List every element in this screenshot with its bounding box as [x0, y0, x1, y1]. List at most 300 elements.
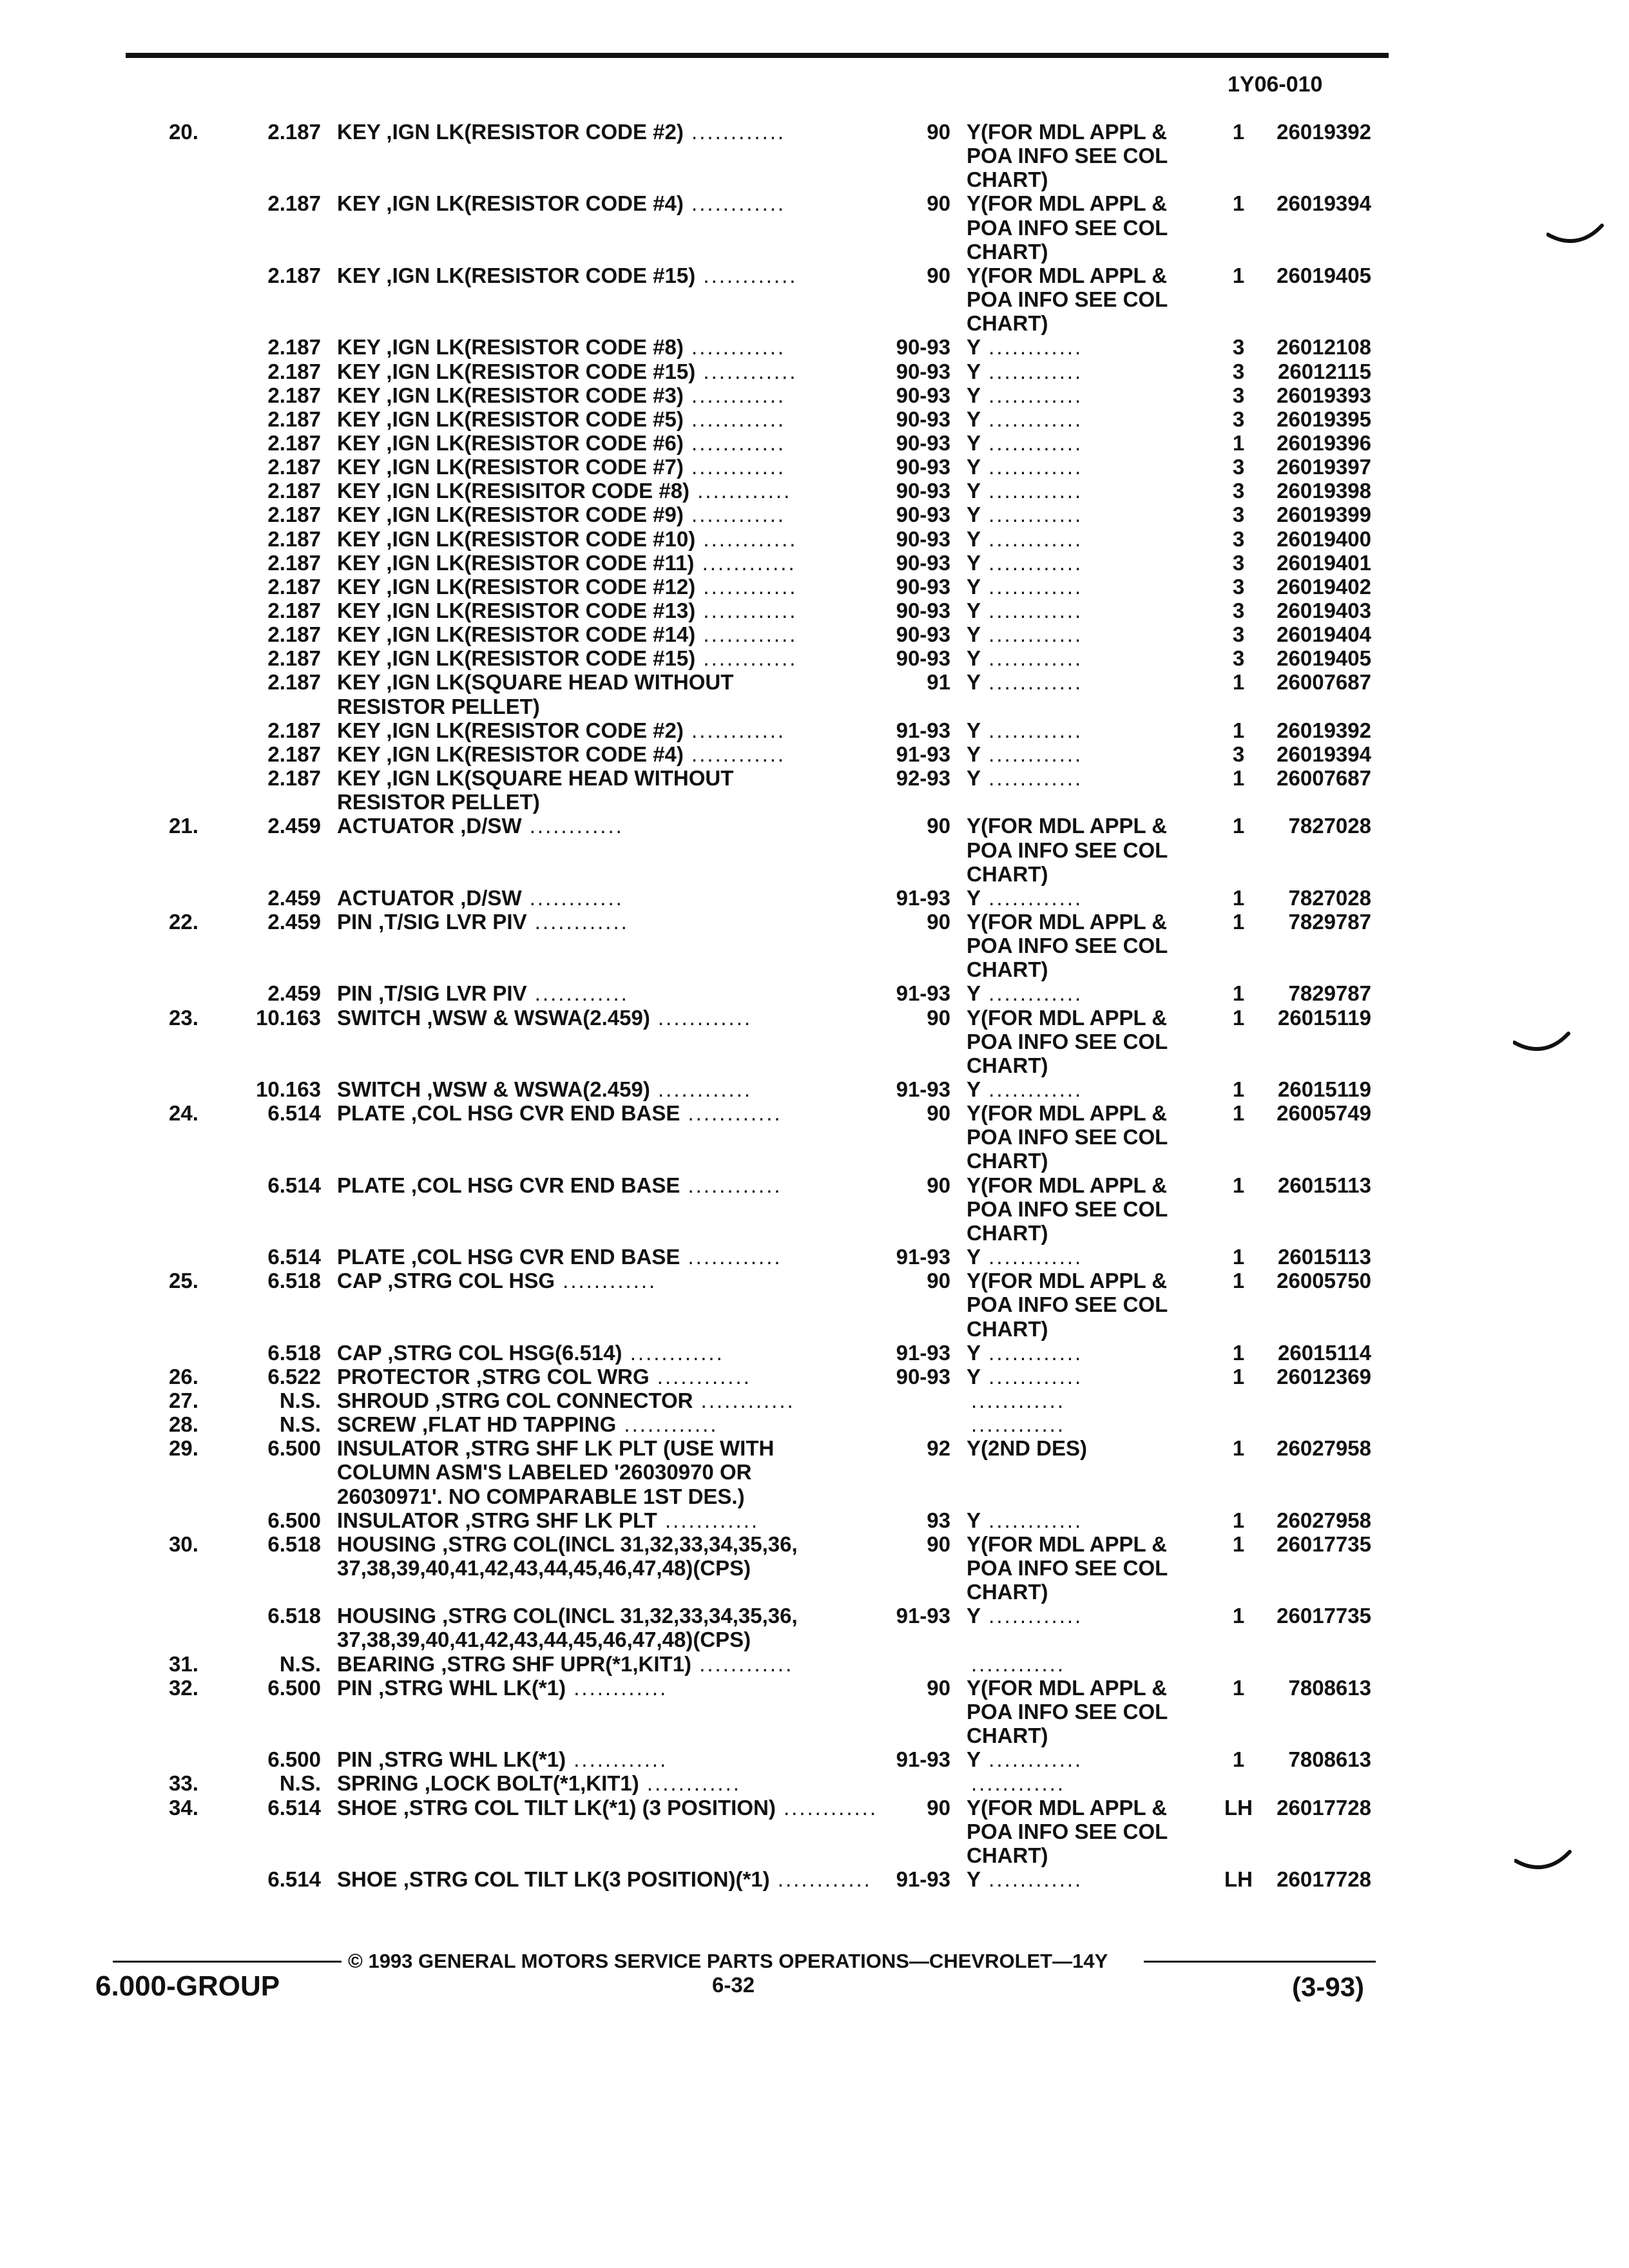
quantity: 1 — [1232, 1269, 1245, 1293]
dot-leader: ............ — [981, 383, 1083, 407]
note-text: Y — [967, 1867, 981, 1891]
quantity: 3 — [1232, 503, 1245, 526]
description-text: PIN ,T/SIG LVR PIV — [337, 910, 527, 934]
part-number: 7808613 — [1288, 1747, 1371, 1771]
table-row — [0, 766, 1629, 791]
description-text: ACTUATOR ,D/SW — [337, 886, 522, 910]
model-years: 91 — [927, 670, 950, 694]
model-years: 91-93 — [896, 886, 950, 910]
table-row — [0, 1628, 1629, 1652]
description-text: KEY ,IGN LK(SQUARE HEAD WITHOUT — [337, 766, 734, 790]
group-number: 2.187 — [267, 766, 321, 790]
part-number: 26019399 — [1277, 503, 1371, 526]
description-text: KEY ,IGN LK(RESISTOR CODE #15) — [337, 360, 696, 383]
note-text: Y(FOR MDL APPL & — [967, 264, 1168, 287]
usage-note — [967, 766, 1083, 791]
page-code: 1Y06-010 — [1228, 72, 1323, 97]
group-number: 2.187 — [267, 718, 321, 742]
table-row — [0, 383, 1629, 408]
quantity: 3 — [1232, 551, 1245, 575]
description-text: CAP ,STRG COL HSG — [337, 1269, 555, 1293]
description-text: HOUSING ,STRG COL(INCL 31,32,33,34,35,36, — [337, 1604, 798, 1628]
model-years: 91-93 — [896, 1867, 950, 1891]
table-row — [0, 1843, 1629, 1868]
model-years: 90 — [927, 1532, 950, 1556]
description-text: PLATE ,COL HSG CVR END BASE — [337, 1245, 680, 1269]
quantity: 1 — [1232, 1173, 1245, 1197]
table-row — [0, 264, 1629, 288]
usage-note — [967, 191, 1167, 216]
model-years: 90 — [927, 191, 950, 215]
dot-leader: ............ — [981, 599, 1083, 622]
note-text: POA INFO SEE COL — [967, 144, 1168, 168]
group-number: 6.514 — [267, 1101, 321, 1125]
quantity: 1 — [1232, 431, 1245, 455]
note-text: Y(FOR MDL APPL & — [967, 120, 1168, 144]
description-text: COLUMN ASM'S LABELED '26030970 OR — [337, 1460, 752, 1484]
usage-note — [967, 1676, 1167, 1700]
dot-leader: ............ — [981, 1341, 1083, 1365]
table-row — [0, 1269, 1629, 1293]
part-description — [337, 814, 624, 838]
table-row — [0, 144, 1629, 168]
table-row — [0, 1747, 1629, 1772]
model-years: 90-93 — [896, 622, 950, 646]
part-description — [337, 1436, 774, 1461]
dot-leader: ............ — [981, 1867, 1083, 1891]
description-text: SWITCH ,WSW & WSWA(2.459) — [337, 1006, 650, 1030]
model-years: 90-93 — [896, 646, 950, 670]
part-number: 26019393 — [1277, 383, 1371, 407]
table-row — [0, 1389, 1629, 1413]
description-text: RESISTOR PELLET) — [337, 695, 540, 718]
dot-leader: ............ — [981, 551, 1083, 575]
dot-leader: ............ — [683, 191, 786, 215]
part-number: 26012115 — [1277, 360, 1371, 383]
model-years: 90-93 — [896, 527, 950, 551]
note-text: CHART) — [967, 862, 1048, 886]
dot-leader: ............ — [683, 335, 786, 359]
table-row — [0, 407, 1629, 432]
table-row — [0, 1771, 1629, 1796]
dot-leader: ............ — [657, 1508, 760, 1532]
quantity: 1 — [1232, 1532, 1245, 1556]
usage-note — [967, 551, 1083, 575]
description-text: KEY ,IGN LK(RESISTOR CODE #8) — [337, 335, 684, 359]
description-text: 26030971'. NO COMPARABLE 1ST DES.) — [337, 1485, 745, 1508]
group-number: 6.514 — [267, 1173, 321, 1197]
quantity: 1 — [1232, 191, 1245, 215]
dot-leader: ............ — [650, 1006, 753, 1030]
note-text: CHART) — [967, 1221, 1048, 1245]
part-description — [337, 981, 629, 1006]
part-number: 26015119 — [1277, 1077, 1371, 1101]
table-row — [0, 622, 1629, 647]
item-number: 25. — [169, 1269, 198, 1293]
quantity: LH — [1224, 1867, 1253, 1891]
quantity: 1 — [1232, 1077, 1245, 1101]
table-row — [0, 1101, 1629, 1126]
table-row — [0, 814, 1629, 838]
usage-note — [967, 1436, 1087, 1461]
table-row — [0, 957, 1629, 982]
table-row — [0, 360, 1629, 384]
table-row — [0, 527, 1629, 552]
part-description — [337, 646, 797, 671]
description-text: SHROUD ,STRG COL CONNECTOR — [337, 1389, 693, 1412]
description-text: KEY ,IGN LK(RESISTOR CODE #7) — [337, 455, 684, 479]
note-text: POA INFO SEE COL — [967, 1556, 1168, 1580]
quantity: 1 — [1232, 1365, 1245, 1389]
note-text: Y — [967, 599, 981, 622]
group-number: 6.518 — [267, 1341, 321, 1365]
dot-leader: ............ — [775, 1796, 878, 1820]
dot-leader: ............ — [526, 981, 629, 1005]
table-row — [0, 1197, 1629, 1222]
group-number: 6.518 — [267, 1269, 321, 1293]
note-text: CHART) — [967, 1580, 1048, 1604]
note-text: POA INFO SEE COL — [967, 1700, 1168, 1724]
model-years: 91-93 — [896, 1245, 950, 1269]
usage-note — [967, 718, 1083, 743]
part-description — [337, 599, 797, 623]
item-number: 26. — [169, 1365, 198, 1389]
quantity: 1 — [1232, 766, 1245, 790]
usage-note — [967, 1197, 1168, 1222]
description-text: KEY ,IGN LK(RESISTOR CODE #15) — [337, 264, 696, 287]
dot-leader: ............ — [566, 1747, 668, 1771]
part-description — [337, 120, 786, 144]
table-row — [0, 670, 1629, 695]
table-row — [0, 1724, 1629, 1748]
usage-note — [967, 670, 1083, 695]
note-text: Y — [967, 335, 981, 359]
description-text: KEY ,IGN LK(RESISTOR CODE #5) — [337, 407, 684, 431]
dot-leader: ............ — [683, 503, 786, 526]
item-number: 22. — [169, 910, 198, 934]
part-number: 26019405 — [1277, 646, 1371, 670]
note-text: POA INFO SEE COL — [967, 1293, 1168, 1316]
usage-note — [967, 814, 1167, 838]
table-row — [0, 742, 1629, 767]
description-text: KEY ,IGN LK(RESISTOR CODE #4) — [337, 742, 684, 766]
table-row — [0, 790, 1629, 814]
table-row — [0, 1676, 1629, 1700]
usage-note — [967, 1053, 1048, 1078]
part-description — [337, 742, 786, 767]
note-text: Y — [967, 1365, 981, 1389]
footer-rule-left — [113, 1961, 342, 1963]
dot-leader: ............ — [981, 503, 1083, 526]
note-text: POA INFO SEE COL — [967, 216, 1168, 240]
table-row — [0, 1508, 1629, 1533]
note-text: Y(FOR MDL APPL & — [967, 1676, 1168, 1700]
model-years: 91-93 — [896, 1604, 950, 1628]
dot-leader: ............ — [971, 1652, 1066, 1676]
dot-leader: ............ — [680, 1173, 782, 1197]
part-number: 26019392 — [1277, 120, 1371, 144]
part-description — [337, 551, 796, 575]
usage-note — [967, 1101, 1167, 1126]
quantity: 3 — [1232, 599, 1245, 622]
group-number: 2.459 — [267, 886, 321, 910]
part-number: 7827028 — [1288, 886, 1371, 910]
table-row — [0, 1173, 1629, 1198]
note-text: POA INFO SEE COL — [967, 1820, 1168, 1843]
part-description — [337, 695, 540, 719]
part-description — [337, 1101, 782, 1126]
group-number: 2.459 — [267, 910, 321, 934]
part-description — [337, 479, 791, 503]
table-row — [0, 1006, 1629, 1030]
usage-note — [967, 479, 1083, 503]
note-text: POA INFO SEE COL — [967, 1125, 1168, 1149]
part-description — [337, 1365, 751, 1389]
model-years: 90-93 — [896, 431, 950, 455]
usage-note — [967, 1820, 1168, 1844]
quantity: 1 — [1232, 1245, 1245, 1269]
part-number: 26019401 — [1277, 551, 1371, 575]
usage-note — [967, 1532, 1167, 1557]
part-number: 26017728 — [1277, 1867, 1371, 1891]
note-text: Y — [967, 360, 981, 383]
part-number: 26017735 — [1277, 1532, 1371, 1556]
part-description — [337, 1532, 798, 1557]
part-number: 26015113 — [1277, 1245, 1371, 1269]
usage-note — [967, 957, 1048, 982]
quantity: 3 — [1232, 479, 1245, 503]
dot-leader: ............ — [695, 646, 798, 670]
note-text: CHART) — [967, 168, 1048, 191]
usage-note — [967, 503, 1083, 527]
note-text: Y — [967, 646, 981, 670]
dot-leader: ............ — [689, 479, 792, 503]
usage-note — [967, 838, 1168, 863]
table-row — [0, 1341, 1629, 1365]
description-text: KEY ,IGN LK(RESISTOR CODE #2) — [337, 120, 684, 144]
part-description — [337, 1652, 793, 1677]
part-number: 26015119 — [1277, 1006, 1371, 1030]
note-text: CHART) — [967, 1317, 1048, 1341]
dot-leader: ............ — [971, 1771, 1066, 1795]
note-text: CHART) — [967, 1843, 1048, 1867]
part-description — [337, 503, 786, 527]
part-number: 7808613 — [1288, 1676, 1371, 1700]
quantity: 1 — [1232, 120, 1245, 144]
dot-leader: ............ — [695, 575, 798, 599]
table-row — [0, 1053, 1629, 1078]
usage-note — [967, 886, 1083, 910]
part-description — [337, 1460, 751, 1485]
usage-note — [967, 1508, 1083, 1533]
note-text: Y — [967, 383, 981, 407]
quantity: 1 — [1232, 1747, 1245, 1771]
group-number: 2.459 — [267, 814, 321, 838]
part-number: 26019403 — [1277, 599, 1371, 622]
part-number: 26015114 — [1277, 1341, 1371, 1365]
description-text: INSULATOR ,STRG SHF LK PLT (USE WITH — [337, 1436, 775, 1460]
model-years: 90 — [927, 1006, 950, 1030]
note-text: Y — [967, 670, 981, 694]
part-number: 26007687 — [1277, 766, 1371, 790]
part-description — [337, 1628, 751, 1652]
quantity: 1 — [1232, 814, 1245, 838]
dot-leader: ............ — [981, 622, 1083, 646]
part-description — [337, 191, 786, 216]
item-number: 29. — [169, 1436, 198, 1460]
model-years: 92 — [927, 1436, 950, 1460]
quantity: 3 — [1232, 575, 1245, 599]
part-number: 26005749 — [1277, 1101, 1371, 1125]
table-row — [0, 240, 1629, 264]
table-row — [0, 1604, 1629, 1628]
model-years: 91-93 — [896, 1341, 950, 1365]
part-number: 26017735 — [1277, 1604, 1371, 1628]
table-row — [0, 168, 1629, 192]
note-text: POA INFO SEE COL — [967, 1030, 1168, 1053]
usage-note — [967, 1269, 1167, 1293]
margin-mark-icon — [1514, 1849, 1572, 1875]
part-description — [337, 1412, 718, 1437]
note-text: POA INFO SEE COL — [967, 1197, 1168, 1221]
group-number: 6.514 — [267, 1245, 321, 1269]
quantity: 1 — [1232, 886, 1245, 910]
dot-leader: ............ — [971, 1412, 1066, 1436]
part-description — [337, 1747, 668, 1772]
description-text: KEY ,IGN LK(SQUARE HEAD WITHOUT — [337, 670, 734, 694]
note-text: CHART) — [967, 1149, 1048, 1173]
note-text: Y — [967, 1508, 981, 1532]
table-row — [0, 695, 1629, 719]
usage-note — [967, 1077, 1083, 1102]
usage-note — [967, 287, 1168, 312]
usage-note — [967, 1341, 1083, 1365]
description-text: PLATE ,COL HSG CVR END BASE — [337, 1173, 680, 1197]
model-years: 90-93 — [896, 1365, 950, 1389]
group-number: 10.163 — [256, 1077, 321, 1101]
part-number: 26019404 — [1277, 622, 1371, 646]
note-text: Y(FOR MDL APPL & — [967, 191, 1168, 215]
table-row — [0, 838, 1629, 863]
description-text: PIN ,STRG WHL LK(*1) — [337, 1747, 566, 1771]
note-text: Y — [967, 527, 981, 551]
table-row — [0, 934, 1629, 958]
item-number: 27. — [169, 1389, 198, 1412]
table-row — [0, 1485, 1629, 1509]
group-number: 6.500 — [267, 1676, 321, 1700]
part-number: 26019398 — [1277, 479, 1371, 503]
note-text: Y(FOR MDL APPL & — [967, 1269, 1168, 1293]
note-text: Y — [967, 1341, 981, 1365]
description-text: KEY ,IGN LK(RESISITOR CODE #8) — [337, 479, 690, 503]
dot-leader: ............ — [622, 1341, 724, 1365]
description-text: BEARING ,STRG SHF UPR(*1,KIT1) — [337, 1652, 692, 1676]
quantity: 1 — [1232, 1101, 1245, 1125]
quantity: 3 — [1232, 622, 1245, 646]
part-description — [337, 360, 797, 384]
part-number: 26005750 — [1277, 1269, 1371, 1293]
model-years: 91-93 — [896, 981, 950, 1005]
note-text: Y — [967, 981, 981, 1005]
part-description — [337, 1604, 798, 1628]
part-description — [337, 1485, 745, 1509]
part-description — [337, 766, 733, 791]
dot-leader: ............ — [981, 431, 1083, 455]
group-number: 2.187 — [267, 599, 321, 622]
usage-note — [967, 1724, 1048, 1748]
dot-leader: ............ — [695, 622, 798, 646]
table-row — [0, 1436, 1629, 1461]
dot-leader: ............ — [981, 742, 1083, 766]
group-number: 6.500 — [267, 1747, 321, 1771]
dot-leader: ............ — [981, 981, 1083, 1005]
usage-note — [967, 1843, 1048, 1868]
note-text: Y — [967, 479, 981, 503]
usage-note — [967, 383, 1083, 408]
usage-note — [967, 1149, 1048, 1173]
dot-leader: ............ — [691, 1652, 794, 1676]
note-text: Y — [967, 1245, 981, 1269]
usage-note — [967, 144, 1168, 168]
description-text: KEY ,IGN LK(RESISTOR CODE #4) — [337, 191, 684, 215]
copyright-line: © 1993 GENERAL MOTORS SERVICE PARTS OPERATIONS—CHEVROLET—14Y — [348, 1950, 1108, 1972]
group-number: N.S. — [279, 1652, 321, 1676]
table-row — [0, 503, 1629, 527]
part-number: 26019394 — [1277, 742, 1371, 766]
margin-mark-icon — [1513, 1031, 1571, 1057]
note-text: Y(FOR MDL APPL & — [967, 814, 1168, 838]
table-row — [0, 335, 1629, 360]
note-text: POA INFO SEE COL — [967, 287, 1168, 311]
dot-leader: ............ — [695, 527, 798, 551]
margin-mark-icon — [1547, 223, 1605, 249]
usage-note — [967, 981, 1083, 1006]
usage-note — [967, 1580, 1048, 1604]
table-row — [0, 1125, 1629, 1149]
group-number: 2.187 — [267, 622, 321, 646]
note-text: Y(FOR MDL APPL & — [967, 1532, 1168, 1556]
usage-note — [967, 646, 1083, 671]
table-row — [0, 1796, 1629, 1820]
description-text: PIN ,STRG WHL LK(*1) — [337, 1676, 566, 1700]
dot-leader: ............ — [981, 1508, 1083, 1532]
quantity: 1 — [1232, 1436, 1245, 1460]
usage-note — [967, 1867, 1083, 1892]
dot-leader: ............ — [695, 599, 798, 622]
description-text: INSULATOR ,STRG SHF LK PLT — [337, 1508, 657, 1532]
dot-leader: ............ — [683, 431, 786, 455]
usage-note — [967, 1221, 1048, 1245]
dot-leader: ............ — [981, 1747, 1083, 1771]
part-number: 26019400 — [1277, 527, 1371, 551]
description-text: KEY ,IGN LK(RESISTOR CODE #13) — [337, 599, 696, 622]
dot-leader: ............ — [680, 1245, 782, 1269]
dot-leader: ............ — [566, 1676, 668, 1700]
model-years: 90 — [927, 1269, 950, 1293]
table-row — [0, 431, 1629, 456]
note-text: Y — [967, 407, 981, 431]
group-number: 6.518 — [267, 1604, 321, 1628]
group-number: 2.187 — [267, 551, 321, 575]
part-description — [337, 335, 786, 360]
part-description — [337, 455, 786, 479]
part-number: 26019395 — [1277, 407, 1371, 431]
note-text: Y(FOR MDL APPL & — [967, 1006, 1168, 1030]
part-number: 26017728 — [1277, 1796, 1371, 1820]
dot-leader: ............ — [981, 670, 1083, 694]
dot-leader: ............ — [683, 742, 786, 766]
model-years: 90-93 — [896, 455, 950, 479]
